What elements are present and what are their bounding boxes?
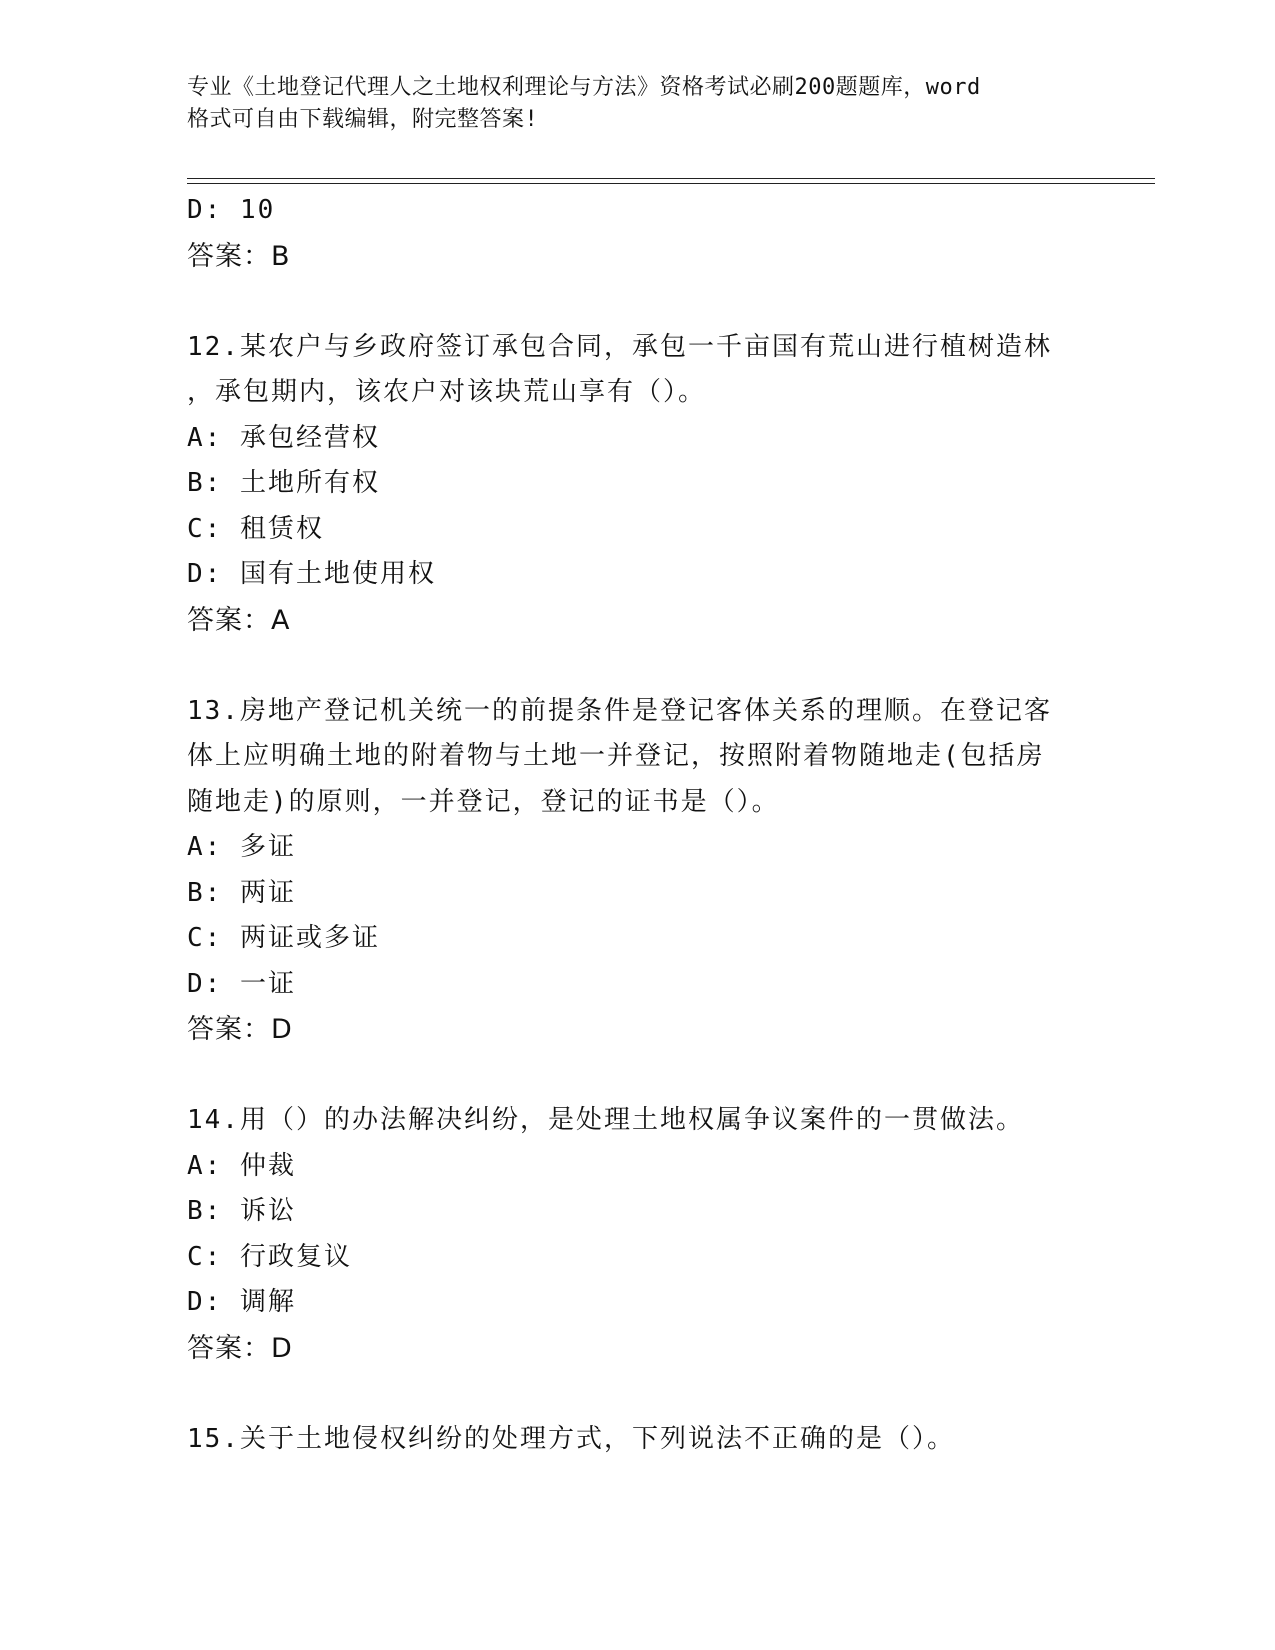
option-a: A: 多证 xyxy=(187,832,296,862)
question-content xyxy=(187,188,1087,1462)
question-stem-line: 14.用（）的办法解决纠纷，是处理土地权属争议案件的一贯做法。 xyxy=(187,1105,1024,1135)
question-stem-line: 15.关于土地侵权纠纷的处理方式，下列说法不正确的是（）。 xyxy=(187,1423,955,1454)
header-rule-bottom xyxy=(187,183,1155,184)
option-a: A: 仲裁 xyxy=(187,1150,296,1181)
spacer xyxy=(187,279,1087,325)
option-a: A: 承包经营权 xyxy=(187,422,380,453)
spacer xyxy=(187,643,1087,689)
answer: 答案：D xyxy=(187,1332,293,1364)
header-line-2: 格式可自由下载编辑，附完整答案! xyxy=(187,107,539,132)
option-c: C: 两证或多证 xyxy=(187,923,380,953)
option-b: B: 土地所有权 xyxy=(187,468,380,498)
prev-answer: 答案：B xyxy=(187,240,291,272)
prev-option-d: D: 10 xyxy=(187,195,276,225)
document-header xyxy=(187,72,1067,136)
header-rule-top xyxy=(187,178,1155,179)
question-stem-line: 体上应明确土地的附着物与土地一并登记，按照附着物随地走(包括房 xyxy=(187,741,1045,771)
option-d: D: 国有土地使用权 xyxy=(187,559,436,589)
option-d: D: 调解 xyxy=(187,1287,296,1317)
option-b: B: 两证 xyxy=(187,877,296,908)
question-stem-line: ，承包期内，该农户对该块荒山享有（）。 xyxy=(187,377,707,407)
option-d: D: 一证 xyxy=(187,968,296,999)
question-12 xyxy=(187,325,1087,644)
question-stem-line: 12.某农户与乡政府签订承包合同，承包一千亩国有荒山进行植树造林 xyxy=(187,331,1052,362)
option-c: C: 租赁权 xyxy=(187,513,324,544)
answer: 答案：A xyxy=(187,604,291,636)
question-stem-line: 13.房地产登记机关统一的前提条件是登记客体关系的理顺。在登记客 xyxy=(187,695,1052,726)
header-line-1: 专业《土地登记代理人之土地权利理论与方法》资格考试必刷200题题库，word xyxy=(187,75,981,100)
spacer xyxy=(187,1053,1087,1099)
question-13 xyxy=(187,689,1087,1053)
question-15 xyxy=(187,1417,1087,1463)
answer: 答案：D xyxy=(187,1014,293,1045)
spacer xyxy=(187,1371,1087,1417)
question-14 xyxy=(187,1098,1087,1371)
question-stem-line: 随地走)的原则，一并登记，登记的证书是（）。 xyxy=(187,786,780,817)
option-c: C: 行政复议 xyxy=(187,1241,352,1272)
option-b: B: 诉讼 xyxy=(187,1196,296,1226)
